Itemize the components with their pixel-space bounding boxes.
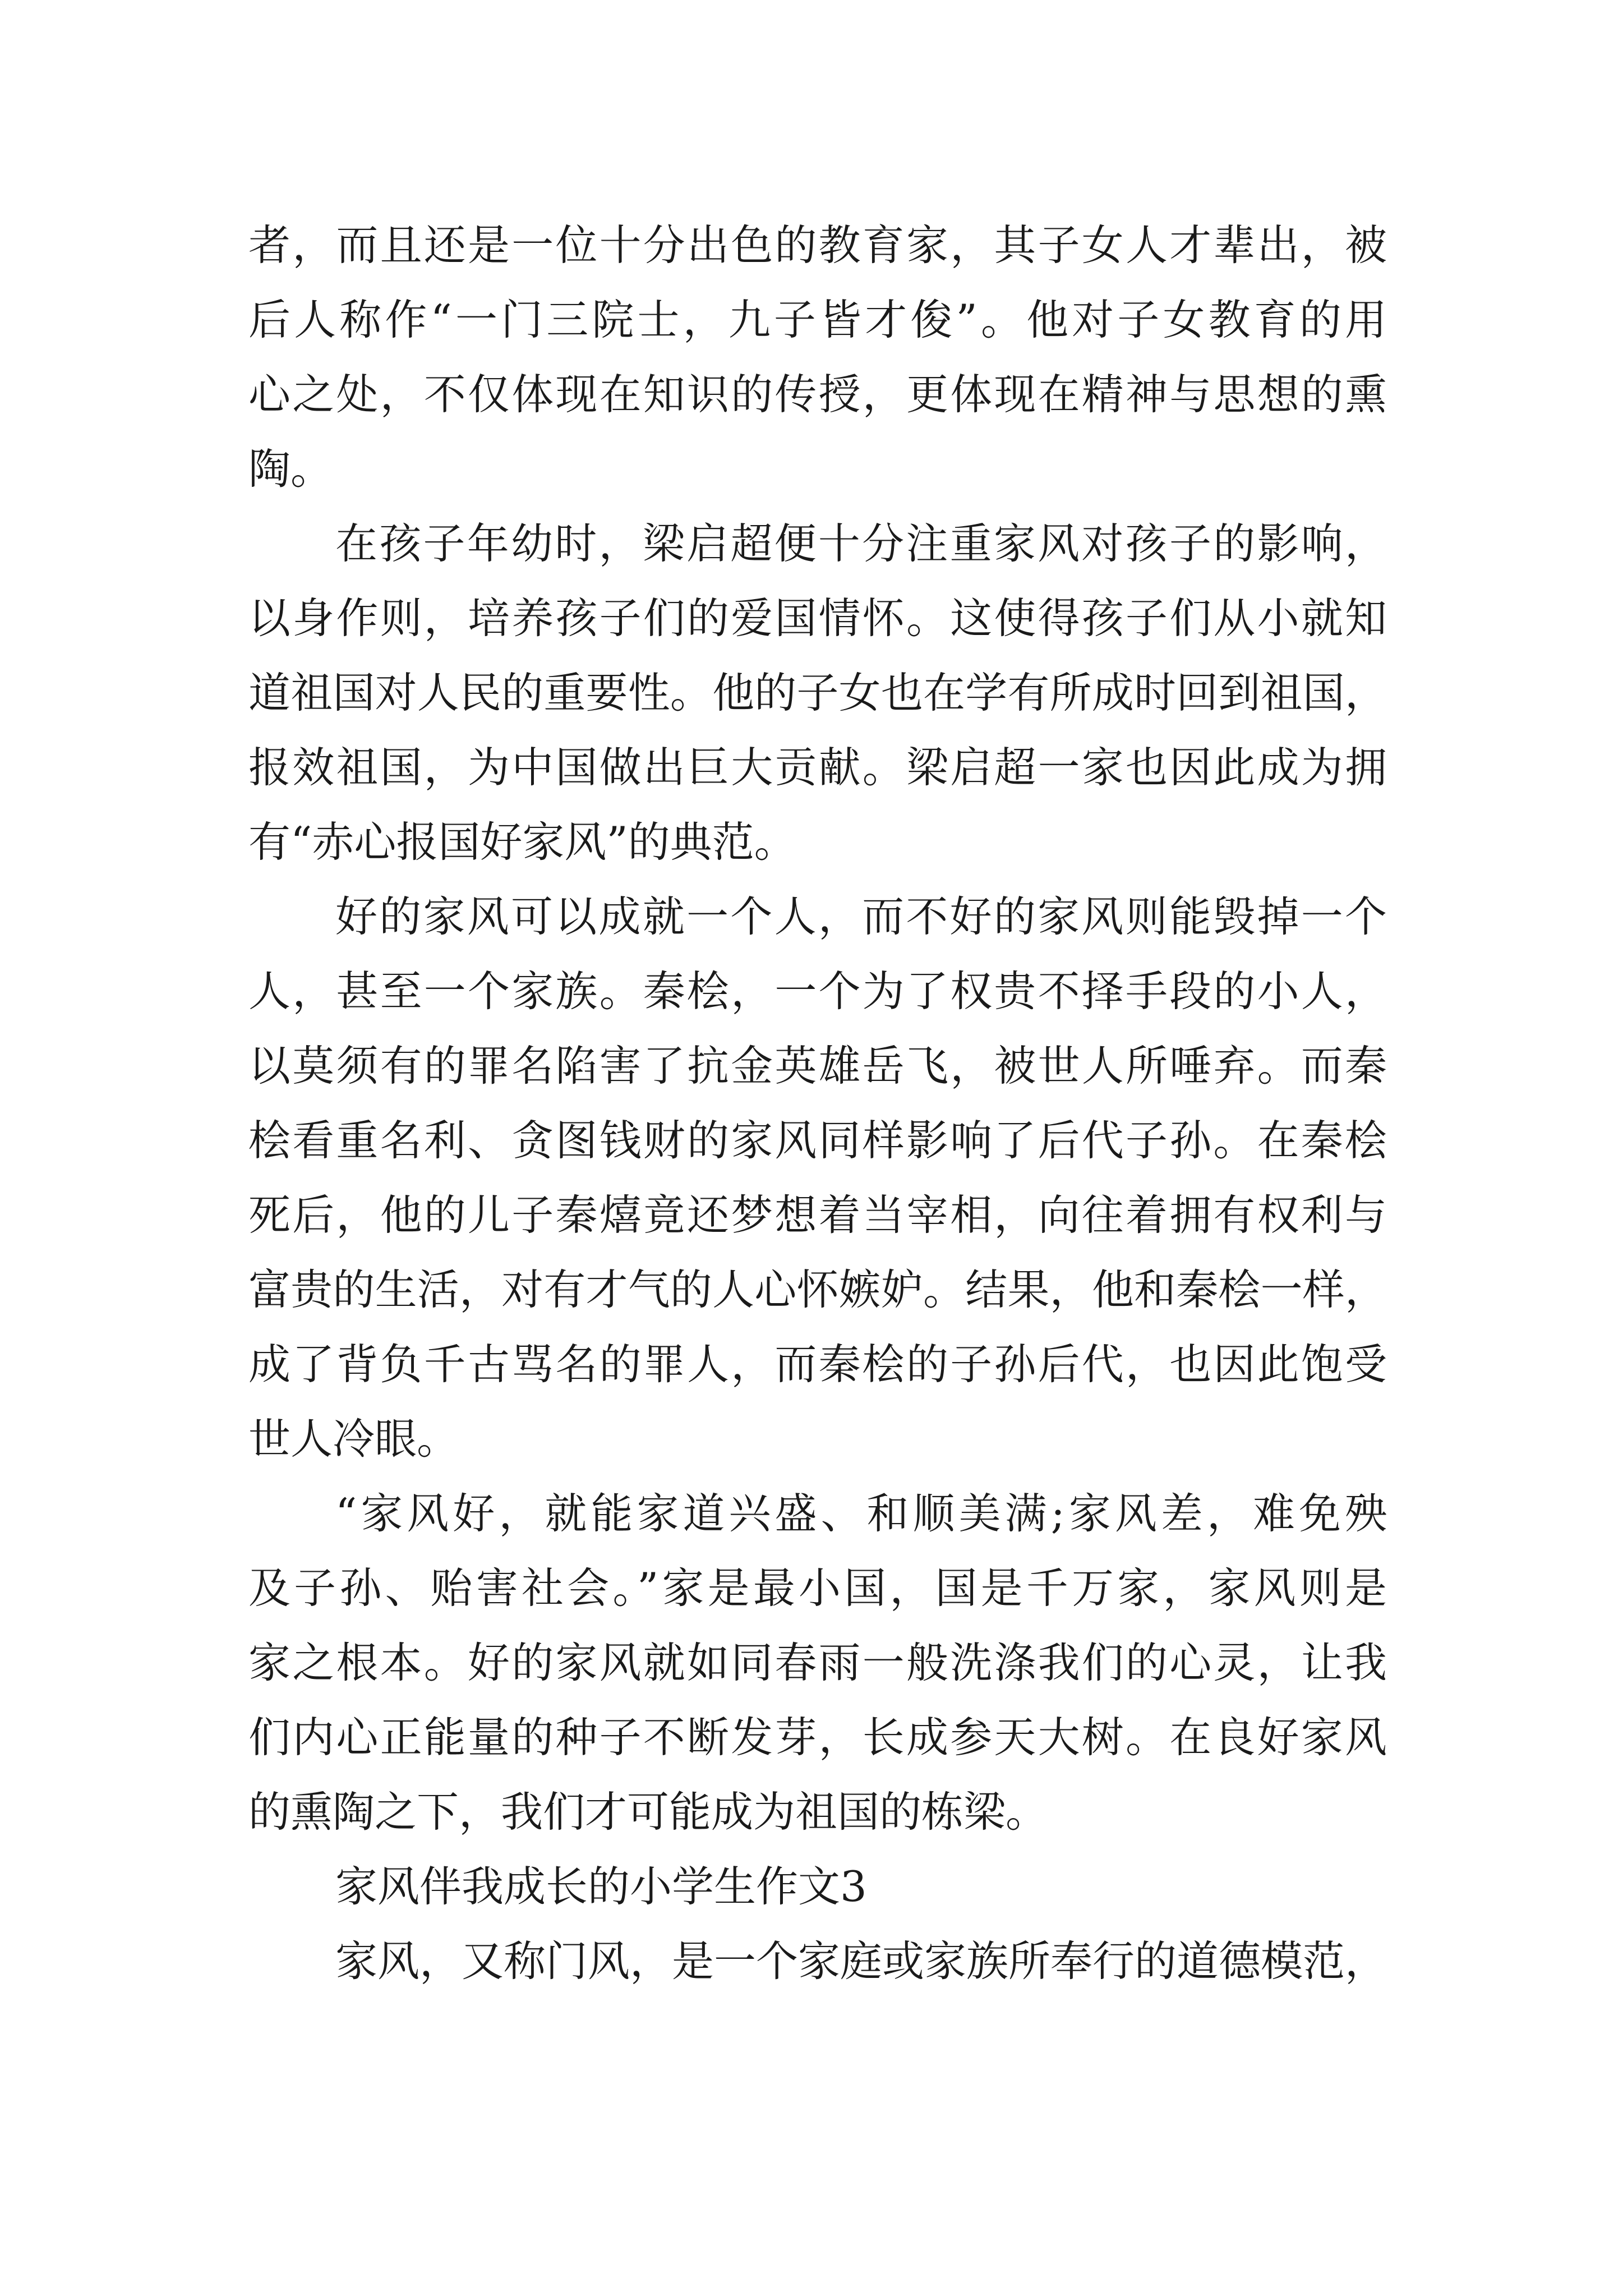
text-line: 陶。 xyxy=(248,444,333,494)
text-line: 世人冷眼。 xyxy=(248,1414,459,1464)
text-line: 人，甚至一个家族。秦桧，一个为了权贵不择手段的小人， xyxy=(248,967,1387,1016)
text-line: 的熏陶之下，我们才可能成为祖国的栋梁。 xyxy=(248,1787,1048,1837)
text-line: 家之根本。好的家风就如同春雨一般洗涤我们的心灵，让我 xyxy=(248,1638,1387,1687)
paragraph-first-line: “家风好，就能家道兴盛、和顺美满;家风差，难免殃 xyxy=(335,1489,1387,1538)
text-line: 们内心正能量的种子不断发芽，长成参天大树。在良好家风 xyxy=(248,1713,1387,1762)
section-heading: 家风伴我成长的小学生作文3 xyxy=(335,1862,867,1911)
text-line: 心之处，不仅体现在知识的传授，更体现在精神与思想的熏 xyxy=(248,370,1387,419)
text-line: 后人称作“一门三院士，九子皆才俊”。他对子女教育的用 xyxy=(248,295,1387,344)
text-line: 报效祖国，为中国做出巨大贡献。梁启超一家也因此成为拥 xyxy=(248,743,1387,792)
text-line: 成了背负千古骂名的罪人，而秦桧的子孙后代，也因此饱受 xyxy=(248,1340,1387,1389)
text-line: 死后，他的儿子秦熺竟还梦想着当宰相，向往着拥有权利与 xyxy=(248,1190,1387,1240)
paragraph-first-line: 在孩子年幼时，梁启超便十分注重家风对孩子的影响， xyxy=(335,519,1387,568)
text-line: 道祖国对人民的重要性。他的子女也在学有所成时回到祖国， xyxy=(248,668,1387,717)
text-line: 富贵的生活，对有才气的人心怀嫉妒。结果，他和秦桧一样， xyxy=(248,1265,1387,1314)
text-line: 者，而且还是一位十分出色的教育家，其子女人才辈出，被 xyxy=(248,220,1387,270)
paragraph-first-line: 好的家风可以成就一个人，而不好的家风则能毁掉一个 xyxy=(335,892,1387,941)
paragraph-first-line: 家风，又称门风，是一个家庭或家族所奉行的道德模范， xyxy=(335,1936,1387,1986)
text-line: 以身作则，培养孩子们的爱国情怀。这使得孩子们从小就知 xyxy=(248,593,1387,643)
text-line: 及子孙、贻害社会。”家是最小国，国是千万家，家风则是 xyxy=(248,1563,1387,1613)
text-line: 有“赤心报国好家风”的典范。 xyxy=(248,817,796,867)
text-line: 以莫须有的罪名陷害了抗金英雄岳飞，被世人所唾弃。而秦 xyxy=(248,1041,1387,1091)
text-line: 桧看重名利、贪图钱财的家风同样影响了后代子孙。在秦桧 xyxy=(248,1116,1387,1165)
